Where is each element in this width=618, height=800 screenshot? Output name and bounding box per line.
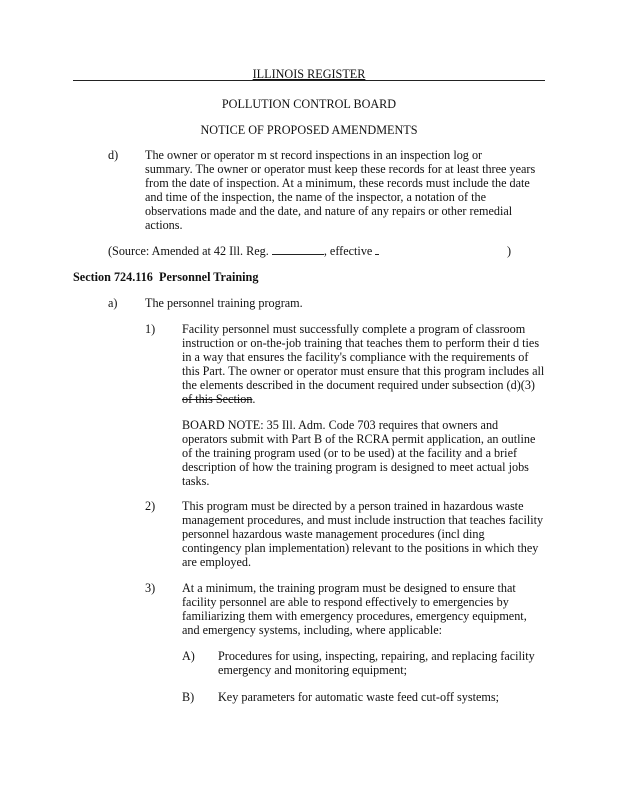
para-d-line: and time of the inspection, the name of the inspector, a notation of the	[145, 190, 486, 204]
header-rule	[73, 80, 545, 81]
item-2-text	[182, 499, 543, 569]
sub-b-text	[218, 690, 499, 704]
sub-a-text	[218, 649, 535, 677]
sub-a-label: A)	[182, 649, 195, 663]
para-a-text: The personnel training program.	[145, 296, 303, 310]
item-1-last-line	[182, 392, 544, 406]
item-3-line: At a minimum, the training program must be designed to ensure that	[182, 581, 516, 595]
item-3-line: facility personnel are able to respond effectively to emergencies by	[182, 595, 509, 609]
item-2-line: This program must be directed by a person trained in hazardous waste	[182, 499, 524, 513]
item-1-text	[182, 322, 544, 406]
source-prefix: (Source: Amended at 42 Ill. Reg.	[108, 244, 269, 258]
section-title: Personnel Training	[159, 270, 259, 284]
para-d-label: d)	[108, 148, 119, 162]
item-3-label: 3)	[145, 581, 156, 595]
item-1-line: instruction or on-the-job training that teaches them to perform their d ties	[182, 336, 540, 350]
source-middle: , effective	[323, 244, 373, 258]
item-1-line: Facility personnel must successfully complete a program of classroom	[182, 322, 526, 336]
struck-end: .	[252, 392, 256, 406]
sub-a-line: emergency and monitoring equipment;	[218, 663, 407, 677]
board-title: POLLUTION CONTROL BOARD	[221, 97, 397, 111]
source-suffix: )	[507, 244, 512, 258]
para-d-text	[145, 148, 535, 232]
item-2-line: are employed.	[182, 555, 252, 569]
notice-title: NOTICE OF PROPOSED AMENDMENTS	[200, 123, 418, 137]
item-1-label: 1)	[145, 322, 156, 336]
item-1-line: the elements described in the document required under subsection (d)(3)	[182, 378, 535, 392]
sub-b-line: Key parameters for automatic waste feed cut-off systems;	[218, 690, 499, 704]
source-blank-reg	[272, 244, 324, 255]
board-note-line: of the training program used (or to be used) at the facility and a brief	[182, 446, 518, 460]
item-2-line: contingency plan implementation) relevant to the positions in which they	[182, 541, 539, 555]
para-a-label: a)	[108, 296, 118, 310]
para-d-line: from the date of inspection. At a minimum, these records must include the date	[145, 176, 530, 190]
struck-text: of this Section	[182, 392, 253, 406]
board-note-line: operators submit with Part B of the RCRA permit application, an outline	[182, 432, 536, 446]
para-d-line: observations made and the date, and nature of any repairs or other remedial	[145, 204, 513, 218]
sub-a-line: Procedures for using, inspecting, repairing, and replacing facility	[218, 649, 535, 663]
section-number: Section 724.116	[73, 270, 153, 284]
para-d-line: The owner or operator m st record inspections in an inspection log or	[145, 148, 483, 162]
source-blank-effective	[375, 244, 379, 255]
item-1-line: in a way that ensures the facility's compliance with the requirements of	[182, 350, 529, 364]
section-heading	[73, 270, 258, 285]
board-note	[182, 418, 535, 488]
para-d-line: summary. The owner or operator must keep these records for at least three years	[145, 162, 536, 176]
board-note-line: description of how the training program is designed to meet actual jobs	[182, 460, 529, 474]
item-1-line: this Part. The owner or operator must ensure that this program includes all	[182, 364, 545, 378]
board-note-line: tasks.	[182, 474, 210, 488]
item-3-text	[182, 581, 527, 637]
item-2-label: 2)	[145, 499, 156, 513]
register-title: ILLINOIS REGISTER	[252, 67, 366, 81]
source-line	[108, 244, 379, 259]
item-3-line: familiarizing them with emergency procedures, emergency equipment,	[182, 609, 527, 623]
sub-b-label: B)	[182, 690, 195, 704]
item-2-line: personnel hazardous waste management procedures (incl ding	[182, 527, 485, 541]
board-note-line: BOARD NOTE: 35 Ill. Adm. Code 703 requires that owners and	[182, 418, 499, 432]
para-d-line: actions.	[145, 218, 183, 232]
item-3-line: and emergency systems, including, where applicable:	[182, 623, 443, 637]
item-2-line: management procedures, and must include instruction that teaches facility	[182, 513, 544, 527]
